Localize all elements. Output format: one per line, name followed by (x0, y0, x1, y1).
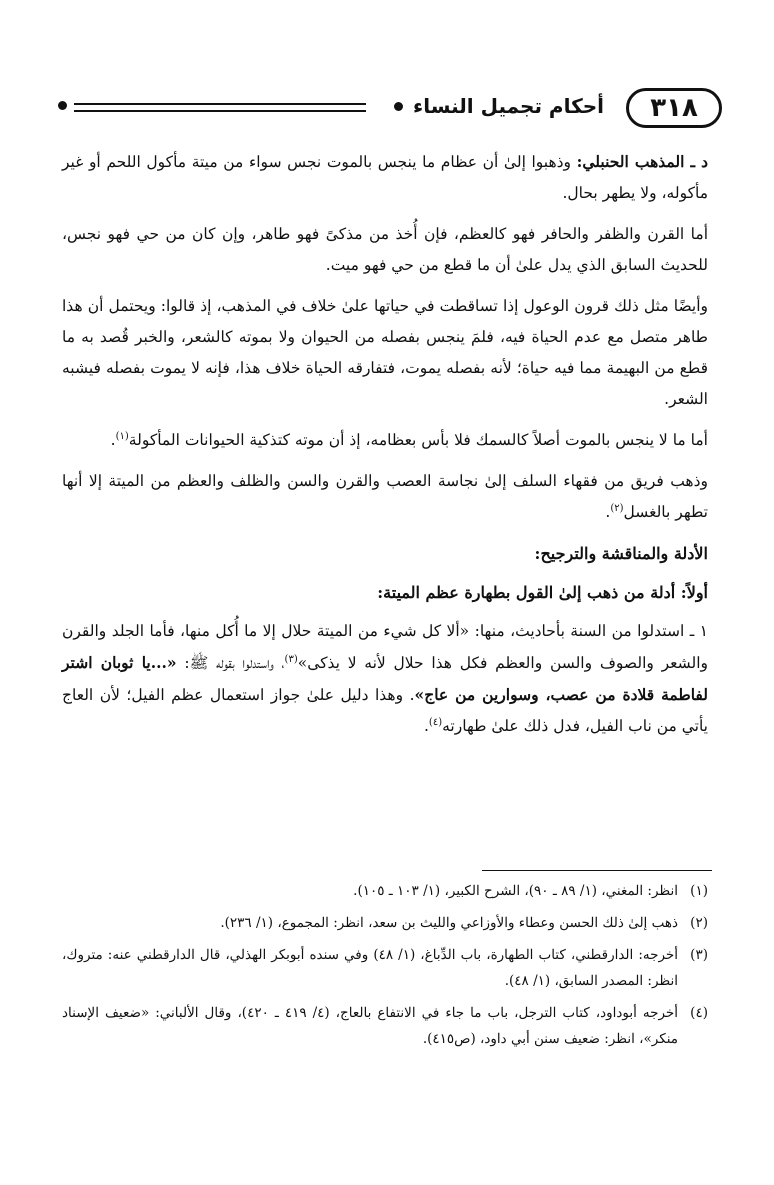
footnote-text: انظر: المغني، (١/ ٨٩ ـ ٩٠)، الشرح الكبير، (١/ ١٠٣ ـ ١٠٥). (353, 883, 678, 899)
paragraph-text: وأيضًا مثل ذلك قرون الوعول إذا تساقطت في حياتها علىٰ خلاف في المذهب، إذ قالوا: ويحتمل أن هذا طاهر متصل مع عدم الحياة فيه، فلمَ ينجس بفصله من الحيوان ولا بموته كالشعر، والخبر قُصد به ما قطع من البهيمة مما فيه حياة؛ لأنه بفصله يموت، فتفارقه الحياة خلاف هذا، فإنه لا يموت بفصله فيشبه الشعر. (62, 297, 708, 408)
paragraph-hanbali (62, 146, 708, 209)
paragraph-text: وذهبوا إلىٰ أن عظام ما ينجس بالموت نجس سواء من ميتة مأكول اللحم أو غير مأكوله، ولا يطهر بحال. (62, 153, 708, 202)
footnote-number: (١) (690, 883, 708, 899)
period: . (423, 717, 429, 735)
footnote (62, 910, 708, 936)
main-text (62, 146, 708, 752)
paragraph-evidence (62, 616, 708, 742)
footnote-number: (٣) (690, 947, 708, 963)
footnote-text: أخرجه: الدارقطني، كتاب الطهارة، باب الدِّباغ، (١/ ٤٨) وفي سنده أبوبكر الهذلي، قال الدارقطني عنه: متروك، انظر: المصدر السابق، (١/ ٤٨). (62, 947, 679, 989)
hadith-quote: «...يا ثوبان اشتر لفاطمة قلادة من عصب، وسوارين من عاج» (62, 653, 708, 704)
paragraph-fish (62, 425, 708, 456)
footnote (62, 1000, 708, 1052)
bullet-dot-icon (394, 102, 403, 111)
bullet-dot-icon (58, 101, 67, 110)
paragraph-text: وذهب فريق من فقهاء السلف إلىٰ نجاسة العصب والقرن والسن والظلف والعظم من الميتة إلا أنها تطهر بالغسل (62, 472, 708, 521)
footnote-separator (482, 870, 712, 871)
running-header (52, 88, 722, 134)
period: . (605, 503, 611, 521)
paragraph-text: أما ما لا ينجس بالموت أصلاً كالسمك فلا بأس بعظامه، إذ أن موته كتذكية الحيوانات المأكولة (128, 431, 708, 449)
section-lead: د ـ المذهب الحنبلي: (576, 152, 708, 171)
footnote-ref[interactable]: (٤) (428, 716, 443, 728)
footnote-number: (٢) (690, 915, 708, 931)
period: . (110, 431, 116, 449)
page-number: ٣١٨ (626, 88, 722, 128)
footnote (62, 878, 708, 904)
header-rule (74, 103, 366, 112)
footnotes (62, 878, 708, 1058)
running-title (394, 94, 604, 118)
footnote-ref[interactable]: (٣) (284, 653, 298, 665)
paragraph-horn-nail (62, 219, 708, 281)
paragraph-text: أما القرن والظفر والحافر فهو كالعظم، فإن أُخذ من مذكىً فهو طاهر، وإن كان من حي فهو نجس، للحديث السابق الذي يدل علىٰ أن ما قطع من حي فهو ميت. (62, 225, 708, 274)
paragraph-text: . وهذا دليل علىٰ جواز استعمال عظم الفيل؛ لأن العاج يأتي من ناب الفيل، فدل ذلك علىٰ طهارته (62, 686, 708, 735)
footnote-number: (٤) (690, 1005, 708, 1021)
footnote-ref[interactable]: (١) (115, 430, 129, 442)
paragraph-text: ١ ـ استدلوا من السنة بأحاديث، منها: «ألا كل شيء من الميتة حلال إلا ما أُكل منها، فأما الجلد والقرن والشعر والصوف والسن والعظم فكل هذا حلال لأنه لا يذكى» (62, 622, 708, 672)
footnote-ref[interactable]: (٢) (610, 502, 624, 514)
section-heading: الأدلة والمناقشة والترجيح: (534, 544, 708, 563)
paragraph-salaf (62, 466, 708, 528)
running-title-text: أحكام تجميل النساء (413, 94, 604, 118)
footnote (62, 942, 708, 994)
subsection-heading: أولاً: أدلة من ذهب إلىٰ القول بطهارة عظم الميتة: (377, 583, 708, 602)
footnote-text: أخرجه أبوداود، كتاب الترجل، باب ما جاء في الانتفاع بالعاج، (٤/ ٤١٩ ـ ٤٢٠)، وقال الألباني: «ضعيف الإسناد منكر»، انظر: ضعيف سنن أبي داود، (ص٤١٥). (62, 1005, 678, 1047)
paragraph-ibex-horns (62, 291, 708, 415)
paragraph-text: ، واستدلوا بقوله ﷺ: (176, 654, 285, 672)
footnote-text: ذهب إلىٰ ذلك الحسن وعطاء والأوزاعي والليث بن سعد، انظر: المجموع، (١/ ٢٣٦). (220, 915, 678, 931)
